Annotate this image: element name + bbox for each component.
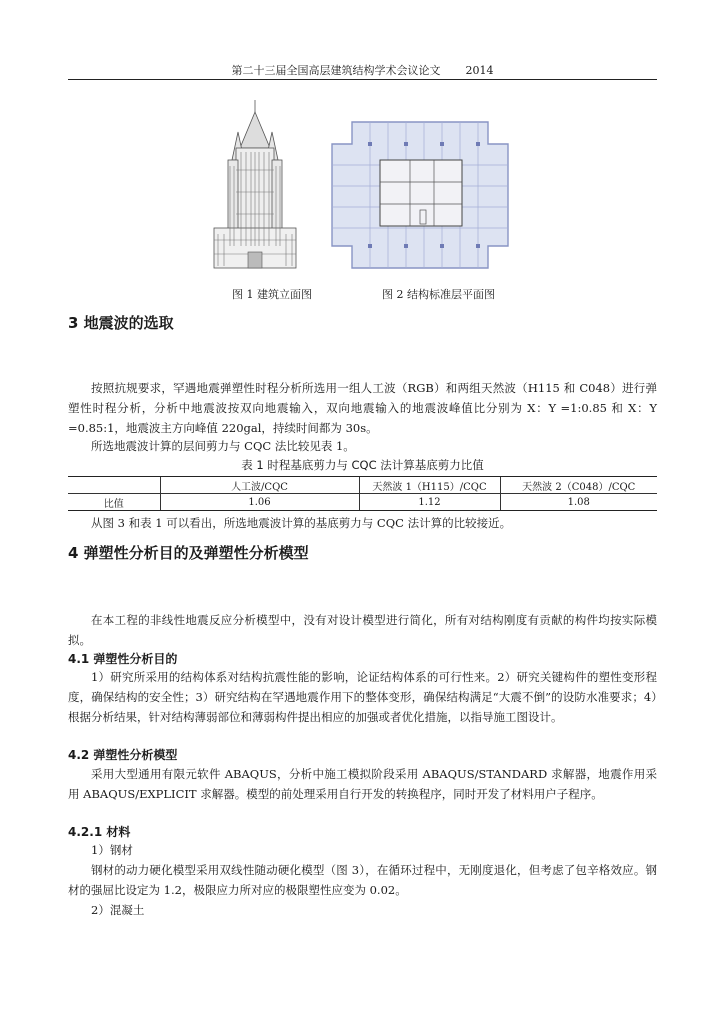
section3-heading: 3 地震波的选取: [68, 314, 174, 332]
table-header-cell: 人工波/CQC: [160, 477, 359, 494]
section4-intro: 在本工程的非线性地震反应分析模型中，没有对设计模型进行简化，所有对结构刚度有贡献的构件均按实际模拟。: [68, 613, 657, 647]
section421-heading: 4.2.1 材料: [68, 825, 131, 839]
table1-title: 表 1 时程基底剪力与 CQC 法计算基底剪力比值: [241, 458, 484, 472]
section3-paragraph2: 所选地震波计算的层间剪力与 CQC 法比较见表 1。: [91, 439, 355, 453]
section42-text: 采用大型通用有限元软件 ABAQUS，分析中施工模拟阶段采用 ABAQUS/STANDARD 求解器，地震作用采用 ABAQUS/EXPLICIT 求解器。模型的前处理采用自行开发的转换程序，同时开发了材料用户子程序。: [68, 767, 657, 801]
building-elevation-figure: [210, 100, 300, 270]
section3-paragraph3: 从图 3 和表 1 可以看出，所选地震波计算的基底剪力与 CQC 法计算的比较接近。: [91, 516, 512, 530]
table-cell: 1.08: [500, 494, 657, 511]
concrete-label: 2）混凝土: [91, 903, 145, 917]
section41-text: 1）研究所采用的结构体系对结构抗震性能的影响，论证结构体系的可行性来。2）研究关键构件的塑性变形程度，确保结构的安全性；3）研究结构在罕遇地震作用下的整体变形，确保结构满足“大震不倒”的设防水准要求；4）根据分析结果，针对结构薄弱部位和薄弱构件提出相应的加强或者优化措施，以指导施工图设计。: [68, 670, 657, 724]
table-cell: 比值: [68, 494, 160, 511]
table-cell: 1.06: [160, 494, 359, 511]
table-header-cell: 天然波 2（C048）/CQC: [500, 477, 657, 494]
section4-heading: 4 弹塑性分析目的及弹塑性分析模型: [68, 544, 309, 562]
table-header-row: [68, 477, 657, 494]
header-rule: [68, 79, 657, 80]
table-row: [68, 494, 657, 511]
table-cell: 1.12: [359, 494, 500, 511]
steel-text: 钢材的动力硬化模型采用双线性随动硬化模型（图 3），在循环过程中，无刚度退化，但考虑了包辛格效应。钢材的强屈比设定为 1.2，极限应力所对应的极限塑性应变为 0.02。: [68, 863, 657, 897]
table-header-cell: [68, 477, 160, 494]
header-year: 2014: [465, 64, 494, 77]
table1: [68, 476, 657, 511]
section3-paragraph1: 按照抗规要求，罕遇地震弹塑性时程分析所选用一组人工波（RGB）和两组天然波（H115 和 C048）进行弹塑性时程分析，分析中地震波按双向地震输入，双向地震输入的地震波峰值比分别为 X：Y =1:0.85 和 X：Y =0.85:1，地震波主方向峰值 220gal，持续时间都为 30s。: [68, 381, 657, 435]
figure1-caption: 图 1 建筑立面图: [232, 288, 312, 301]
table-header-cell: 天然波 1（H115）/CQC: [359, 477, 500, 494]
section42-heading: 4.2 弹塑性分析模型: [68, 748, 178, 762]
structural-plan-figure: [330, 120, 510, 270]
steel-label: 1）钢材: [91, 843, 133, 857]
running-header: [68, 62, 657, 78]
section41-heading: 4.1 弹塑性分析目的: [68, 652, 178, 666]
figure2-caption: 图 2 结构标准层平面图: [382, 288, 495, 301]
header-text: 第二十三届全国高层建筑结构学术会议论文: [231, 64, 441, 77]
